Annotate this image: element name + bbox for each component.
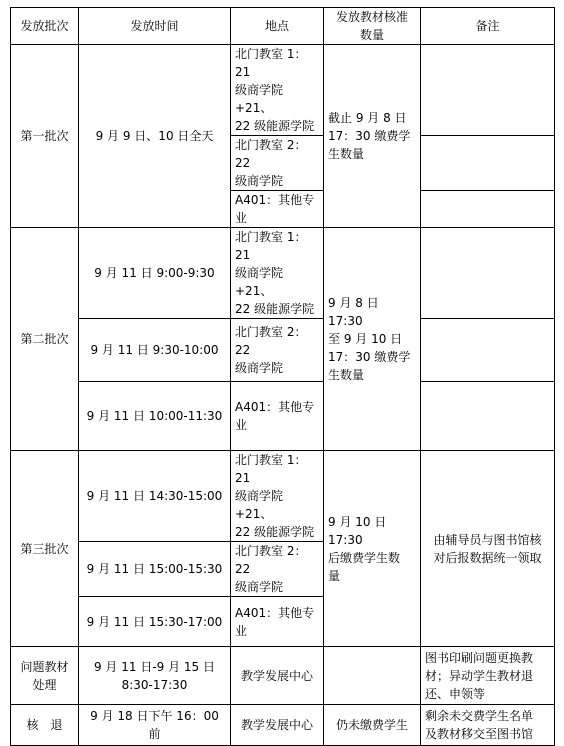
batch2-label: 第二批次 <box>11 228 79 451</box>
batch3-loc1: 北门教室 1：21 级商学院+21、 22 级能源学院 <box>231 451 324 542</box>
batch2-remark2 <box>421 319 555 382</box>
problem-row <box>11 647 555 705</box>
return-row <box>11 705 555 746</box>
batch3-remark: 由辅导员与图书馆核 对后报数据统一领取 <box>421 451 555 647</box>
batch3-label: 第三批次 <box>11 451 79 647</box>
batch2-loc1: 北门教室 1：21 级商学院+21、 22 级能源学院 <box>231 228 324 319</box>
batch1-remark2 <box>421 136 555 191</box>
batch1-remark3 <box>421 191 555 228</box>
problem-standard <box>324 647 421 705</box>
batch2-row1 <box>11 228 555 319</box>
batch2-loc3: A401：其他专业 <box>231 382 324 451</box>
problem-time: 9 月 11 日-9 月 15 日 8:30-17:30 <box>79 647 231 705</box>
batch2-standard: 9 月 8 日 17:30 至 9 月 10 日 17：30 缴费学 生数量 <box>324 228 421 451</box>
return-remark: 剩余未交费学生名单 及教材移交至图书馆 <box>421 705 555 746</box>
header-batch: 发放批次 <box>11 8 79 45</box>
batch3-time2: 9 月 11 日 15:00-15:30 <box>79 542 231 597</box>
batch2-time2: 9 月 11 日 9:30-10:00 <box>79 319 231 382</box>
batch3-row1 <box>11 451 555 542</box>
header-time: 发放时间 <box>79 8 231 45</box>
header-row <box>11 8 555 45</box>
distribution-table <box>10 7 555 746</box>
batch1-loc2: 北门教室 2：22 级商学院 <box>231 136 324 191</box>
batch1-row1 <box>11 45 555 136</box>
problem-remark: 图书印刷问题更换教 材；异动学生教材退 还、申领等 <box>421 647 555 705</box>
batch1-standard: 截止 9 月 8 日 17：30 缴费学 生数量 <box>324 45 421 228</box>
header-remark: 备注 <box>421 8 555 45</box>
batch1-time: 9 月 9 日、10 日全天 <box>79 45 231 228</box>
batch2-row2 <box>11 319 555 382</box>
batch1-label: 第一批次 <box>11 45 79 228</box>
problem-location: 教学发展中心 <box>231 647 324 705</box>
batch1-loc3: A401：其他专业 <box>231 191 324 228</box>
batch2-loc2: 北门教室 2：22 级商学院 <box>231 319 324 382</box>
header-location: 地点 <box>231 8 324 45</box>
header-standard: 发放教材核准 数量 <box>324 8 421 45</box>
return-time: 9 月 18 日下午 16：00 前 <box>79 705 231 746</box>
batch3-time1: 9 月 11 日 14:30-15:00 <box>79 451 231 542</box>
batch2-row3 <box>11 382 555 451</box>
return-location: 教学发展中心 <box>231 705 324 746</box>
problem-label: 问题教材 处理 <box>11 647 79 705</box>
batch2-remark1 <box>421 228 555 319</box>
batch2-time3: 9 月 11 日 10:00-11:30 <box>79 382 231 451</box>
batch3-time3: 9 月 11 日 15:30-17:00 <box>79 597 231 647</box>
return-standard: 仍未缴费学生 <box>324 705 421 746</box>
batch3-loc3: A401：其他专业 <box>231 597 324 647</box>
batch1-remark1 <box>421 45 555 136</box>
batch2-remark3 <box>421 382 555 451</box>
batch2-time1: 9 月 11 日 9:00-9:30 <box>79 228 231 319</box>
batch3-loc2: 北门教室 2：22 级商学院 <box>231 542 324 597</box>
batch3-standard: 9 月 10 日 17:30 后缴费学生数 量 <box>324 451 421 647</box>
return-label: 核 退 <box>11 705 79 746</box>
batch1-loc1: 北门教室 1：21 级商学院+21、 22 级能源学院 <box>231 45 324 136</box>
